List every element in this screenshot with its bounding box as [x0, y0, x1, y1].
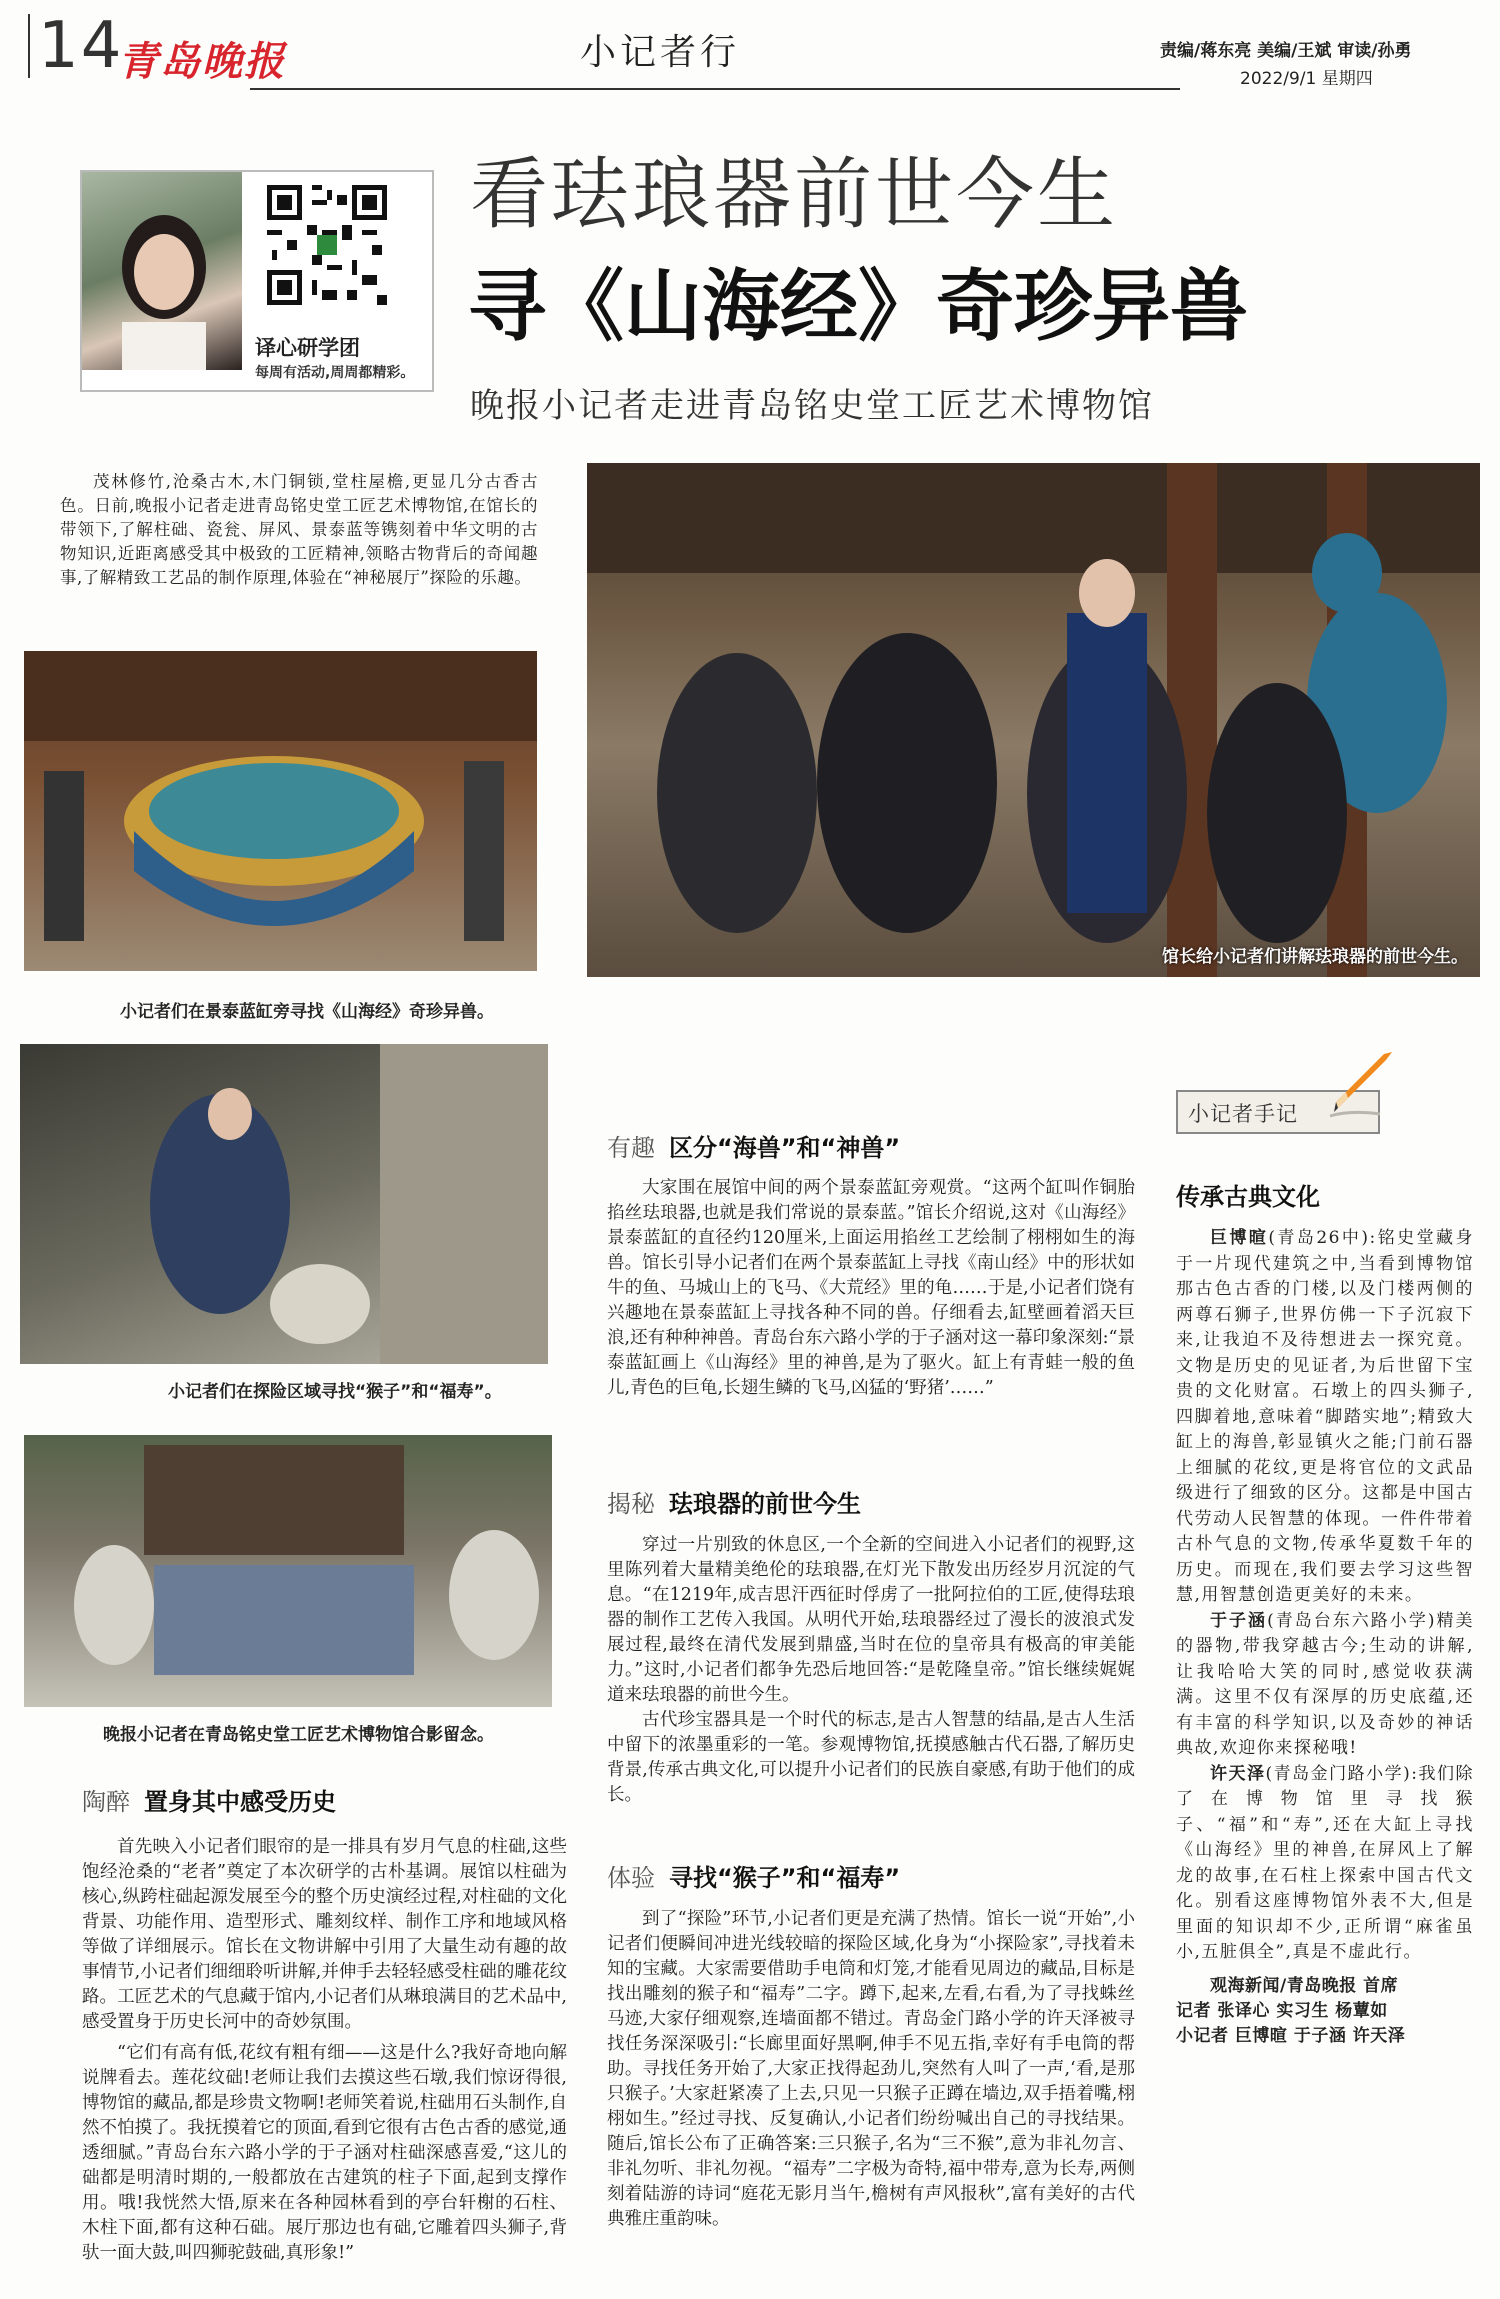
section-4-body	[607, 1907, 1135, 2232]
section-4-paragraph: 到了“探险”环节,小记者们更是充满了热情。馆长一说“开始”,小记者们便瞬间冲进光线较暗的探险区域,化身为“小探险家”,寻找着未知的宝藏。大家需要借助手电筒和灯笼,才能看见周边的藏品,目标是找出雕刻的猴子和“福寿”二字。蹲下,起来,左看,右看,为了寻找蛛丝马迹,大家仔细观察,连墙面都不错过。青岛金门路小学的许天泽被寻找任务深深吸引:“长廊里面好黑啊,伸手不见五指,幸好有手电筒的帮助。寻找任务开始了,大家正找得起劲儿,突然有人叫了一声,‘看,是那只猴子。’大家赶紧凑了上去,只见一只猴子正蹲在墙边,双手捂着嘴,栩栩如生。”经过寻找、反复确认,小记者们纷纷喊出自己的寻找结果。随后,馆长公布了正确答案:三只猴子,名为“三不猴”,意为非礼勿言、非礼勿听、非礼勿视。“福寿”二字极为奇特,福中带寿,意为长寿,两侧刻着陆游的诗词“庭花无影月当午,檐树有声风报秋”,富有美好的古代典雅庄重韵味。	[607, 1909, 1135, 2229]
section-1-paragraph: 首先映入小记者们眼帘的是一排具有岁月气息的柱础,这些饱经沧桑的“老者”奠定了本次研学的古朴基调。展馆以柱础为核心,纵跨柱础起源发展至今的整个历史演经过程,对柱础的文化背景、功能作用、造型形式、雕刻纹样、制作工序和地域风格等做了详细展示。馆长在文物讲解中引用了大量生动有趣的故事情节,小记者们细细聆听讲解,并伸手去轻轻感受柱础的雕花纹路。工匠艺术的气息藏于馆内,小记者们从琳琅满目的艺术品中,感受置身于历史长河中的奇妙氛围。	[82, 1837, 567, 2032]
note-author: 巨博暄	[1210, 1228, 1269, 1248]
notes-title: 传承古典文化	[1176, 1183, 1320, 1211]
caption-group: 晚报小记者在青岛铭史堂工匠艺术博物馆合影留念。	[103, 1725, 494, 1745]
headline-line2: 寻《山海经》奇珍异兽	[468, 262, 1249, 352]
note-author: 许天泽	[1210, 1763, 1266, 1784]
date-line: 2022/9/1 星期四	[1240, 69, 1373, 89]
note-text: 精美的器物,带我穿越古今;生动的讲解,让我哈哈大笑的同时,感觉收获满满。这里不仅有深厚的历史底蕴,还有丰富的科学知识,以及奇妙的神话典故,欢迎你来探秘哦!	[1176, 1610, 1475, 1758]
headline-line1: 看珐琅器前世今生	[470, 150, 1119, 240]
reporter-portrait	[82, 172, 242, 370]
section-1-heading	[82, 1782, 336, 1817]
section-3-kicker: 揭秘	[607, 1490, 655, 1518]
caption-cloisonne-vat: 小记者们在景泰蓝缸旁寻找《山海经》奇珍异兽。	[120, 1002, 494, 1022]
intro-paragraph: 茂林修竹,沧桑古木,木门铜锁,堂柱屋檐,更显几分古香古色。日前,晚报小记者走进青岛铭史堂工匠艺术博物馆,在馆长的带领下,了解柱础、瓷瓮、屏风、景泰蓝等镌刻着中华文明的古物知识,近距离感受其中极致的工匠精神,领略古物背后的奇闻趣事,了解精致工艺品的制作原理,体验在“神秘展厅”探险的乐趣。	[60, 472, 538, 587]
section-2-heading	[607, 1128, 900, 1163]
credits-line: 记者 张译心 实习生 杨蕈如	[1176, 2000, 1388, 2021]
section-1-body	[82, 1835, 567, 2266]
section-3-title: 珐琅器的前世今生	[669, 1490, 861, 1518]
notes-entries	[1176, 1226, 1474, 2049]
photo-cloisonne-vat	[24, 651, 537, 971]
section-3-paragraph: 古代珍宝器具是一个时代的标志,是古人智慧的结晶,是古人生活中留下的浓墨重彩的一笔。参观博物馆,抚摸感触古代石器,了解历史背景,传承古典文化,可以提升小记者们的民族自豪感,有助于他们的成长。	[607, 1710, 1135, 1805]
note-school: (青岛金门路小学)	[1265, 1763, 1412, 1784]
pencil-icon	[1320, 1040, 1400, 1120]
note-text: :铭史堂藏身于一片现代建筑之中,当看到博物馆那古色古香的门楼,以及门楼两侧的两尊石狮子,世界仿佛一下子沉寂下来,让我迫不及待想进去一探究竟。文物是历史的见证者,为后世留下宝贵的文化财富。石墩上的四头狮子,四脚着地,意味着“脚踏实地”;精致大缸上的海兽,彰显镇火之能;门前石器上细腻的花纹,更是将官位的文武品级进行了细致的区分。这都是中国古代劳动人民智慧的体现。一件件带着古朴气息的文物,传承华夏数千年的历史。而现在,我们要去学习这些智慧,用智慧创造更美好的未来。	[1176, 1228, 1474, 1605]
note-school: (青岛台东六路小学)	[1267, 1610, 1436, 1631]
photo-exploration-area	[20, 1044, 548, 1364]
main-photo-caption: 馆长给小记者们讲解珐琅器的前世今生。	[1162, 947, 1468, 967]
section-1-title: 置身其中感受历史	[144, 1788, 336, 1816]
note-school: (青岛26中)	[1268, 1228, 1370, 1248]
credits-line: 观海新闻/青岛晚报 首席	[1210, 1975, 1399, 1996]
section-4-title: 寻找“猴子”和“福寿”	[669, 1864, 901, 1892]
editors-line: 责编/蒋东亮 美编/王斌 审读/孙勇	[1160, 41, 1412, 61]
section-1-kicker: 陶醉	[82, 1788, 130, 1816]
credits-line: 小记者 巨博暄 于子涵 许天泽	[1176, 2025, 1406, 2046]
credits	[1176, 1974, 1474, 2049]
badge-name: 译心研学团	[255, 336, 360, 360]
note-author: 于子涵	[1210, 1610, 1268, 1631]
section-4-kicker: 体验	[607, 1864, 655, 1892]
paper-name: 青岛晚报	[118, 38, 286, 85]
photo-group	[24, 1435, 552, 1707]
section-2-title: 区分“海兽”和“神兽”	[669, 1134, 901, 1162]
section-2-paragraph: 大家围在展馆中间的两个景泰蓝缸旁观赏。“这两个缸叫作铜胎掐丝珐琅器,也就是我们常说的景泰蓝。”馆长介绍说,这对《山海经》景泰蓝缸的直径约120厘米,上面运用掐丝工艺绘制了栩栩如生的海兽。馆长引导小记者们在两个景泰蓝缸上寻找《南山经》中的形状如牛的鱼、马城山上的飞马、《大荒经》里的龟……于是,小记者们饶有兴趣地在景泰蓝缸上寻找各种不同的兽。仔细看去,缸壁画着滔天巨浪,还有种种神兽。青岛台东六路小学的于子涵对这一幕印象深刻:“景泰蓝缸画上《山海经》里的神兽,是为了驱火。缸上有青蛙一般的鱼儿,青色的巨龟,长翅生鳞的飞马,凶猛的‘野猪’……”	[607, 1178, 1135, 1398]
section-1-paragraph: “它们有高有低,花纹有粗有细——这是什么?我好奇地向解说牌看去。莲花纹础!老师让我们去摸这些石墩,我们惊讶得很,博物馆的藏品,都是珍贵文物啊!老师笑着说,柱础用石头制作,自然不怕摸了。我抚摸着它的顶面,看到它很有古色古香的感觉,通透细腻。”青岛台东六路小学的于子涵对柱础深感喜爱,“这儿的础都是明清时期的,一般都放在古建筑的柱子下面,起到支撑作用。哦!我恍然大悟,原来在各种园林看到的亭台轩榭的石柱、木柱下面,都有这种石础。展厅那边也有础,它雕着四头狮子,背驮一面大鼓,叫四狮驼鼓础,真形象!”	[82, 2043, 567, 2263]
note-text: :我们除了在博物馆里寻找猴子、“福”和“寿”,还在大缸上寻找《山海经》里的神兽,在屏风上了解龙的故事,在石柱上探索中国古代文化。别看这座博物馆外表不大,但是里面的知识却不少,正所谓“麻雀虽小,五脏俱全”,真是不虚此行。	[1176, 1763, 1474, 1962]
section-4-heading	[607, 1858, 900, 1893]
page-number: 14	[28, 14, 123, 78]
section-3-heading	[607, 1484, 861, 1519]
section-3-paragraph: 穿过一片别致的休息区,一个全新的空间进入小记者们的视野,这里陈列着大量精美绝伦的珐琅器,在灯光下散发出历经岁月沉淀的气息。“在1219年,成吉思汗西征时俘虏了一批阿拉伯的工匠,使得珐琅器的制作工艺传入我国。从明代开始,珐琅器经过了漫长的波浪式发展过程,最终在清代发展到鼎盛,当时在位的皇帝具有极高的审美能力。”这时,小记者们都争先恐后地回答:“是乾隆皇帝。”馆长继续娓娓道来珐琅器的前世今生。	[607, 1535, 1135, 1705]
caption-exploration-area: 小记者们在探险区域寻找“猴子”和“福寿”。	[168, 1382, 502, 1402]
section-title: 小记者行	[579, 32, 740, 73]
section-2-body	[607, 1176, 1135, 1401]
notes-label: 小记者手记	[1188, 1102, 1298, 1126]
photo-curator-explains	[587, 463, 1480, 977]
headline-subtitle: 晚报小记者走进青岛铭史堂工匠艺术博物馆	[470, 386, 1154, 426]
badge-tagline: 每周有活动,周周都精彩。	[255, 365, 415, 381]
header-rule	[250, 88, 1180, 90]
qr-code[interactable]	[262, 180, 392, 310]
section-2-kicker: 有趣	[607, 1134, 655, 1162]
section-3-body	[607, 1533, 1135, 1808]
